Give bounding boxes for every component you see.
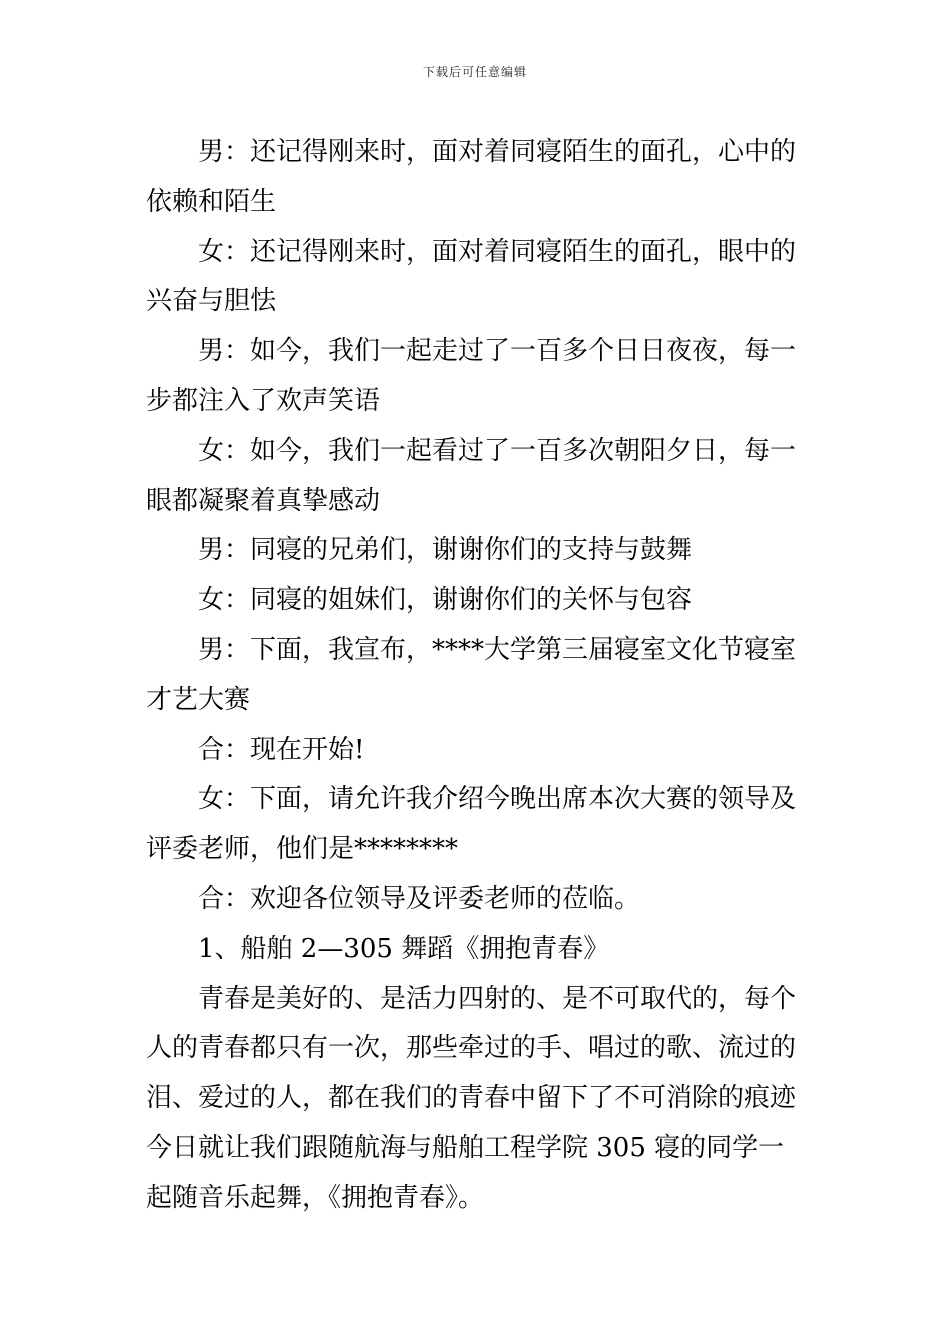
paragraph-3: 男：如今，我们一起走过了一百多个日日夜夜，每一步都注入了欢声笑语 <box>146 336 797 416</box>
paragraph-5: 男：同寝的兄弟们，谢谢你们的支持与鼓舞 <box>198 535 693 566</box>
program-item-heading: 1、船舶 2—305 舞蹈《拥抱青春》 <box>198 933 610 964</box>
paragraph-9: 女：下面，请允许我介绍今晚出席本次大赛的领导及评委老师，他们是******** <box>146 784 797 865</box>
paragraph-2: 女：还记得刚来时，面对着同寝陌生的面孔，眼中的兴奋与胆怯 <box>146 236 797 317</box>
paragraph-10: 合：欢迎各位领导及评委老师的莅临。 <box>198 883 641 914</box>
paragraph-8: 合：现在开始! <box>198 734 365 765</box>
paragraph-6: 女：同寝的姐妹们，谢谢你们的关怀与包容 <box>198 585 693 616</box>
paragraph-4: 女：如今，我们一起看过了一百多次朝阳夕日，每一眼都凝聚着真挚感动 <box>146 435 797 516</box>
document-body <box>146 128 810 1224</box>
page-header-note: 下载后可任意编辑 <box>422 65 527 79</box>
program-item-description: 青春是美好的、是活力四射的、是不可取代的，每个人的青春都只有一次，那些牵过的手、唱过的歌、流过的泪、爱过的人，都在我们的青春中留下了不可消除的痕迹今日就让我们跟随航海与船舶工程学院 305 寝的同学一起随音乐起舞，《拥抱青春》。 <box>146 983 797 1213</box>
paragraph-7: 男：下面，我宣布，****大学第三届寝室文化节寝室才艺大赛 <box>146 634 797 715</box>
paragraph-1: 男：还记得刚来时，面对着同寝陌生的面孔，心中的依赖和陌生 <box>146 137 797 217</box>
